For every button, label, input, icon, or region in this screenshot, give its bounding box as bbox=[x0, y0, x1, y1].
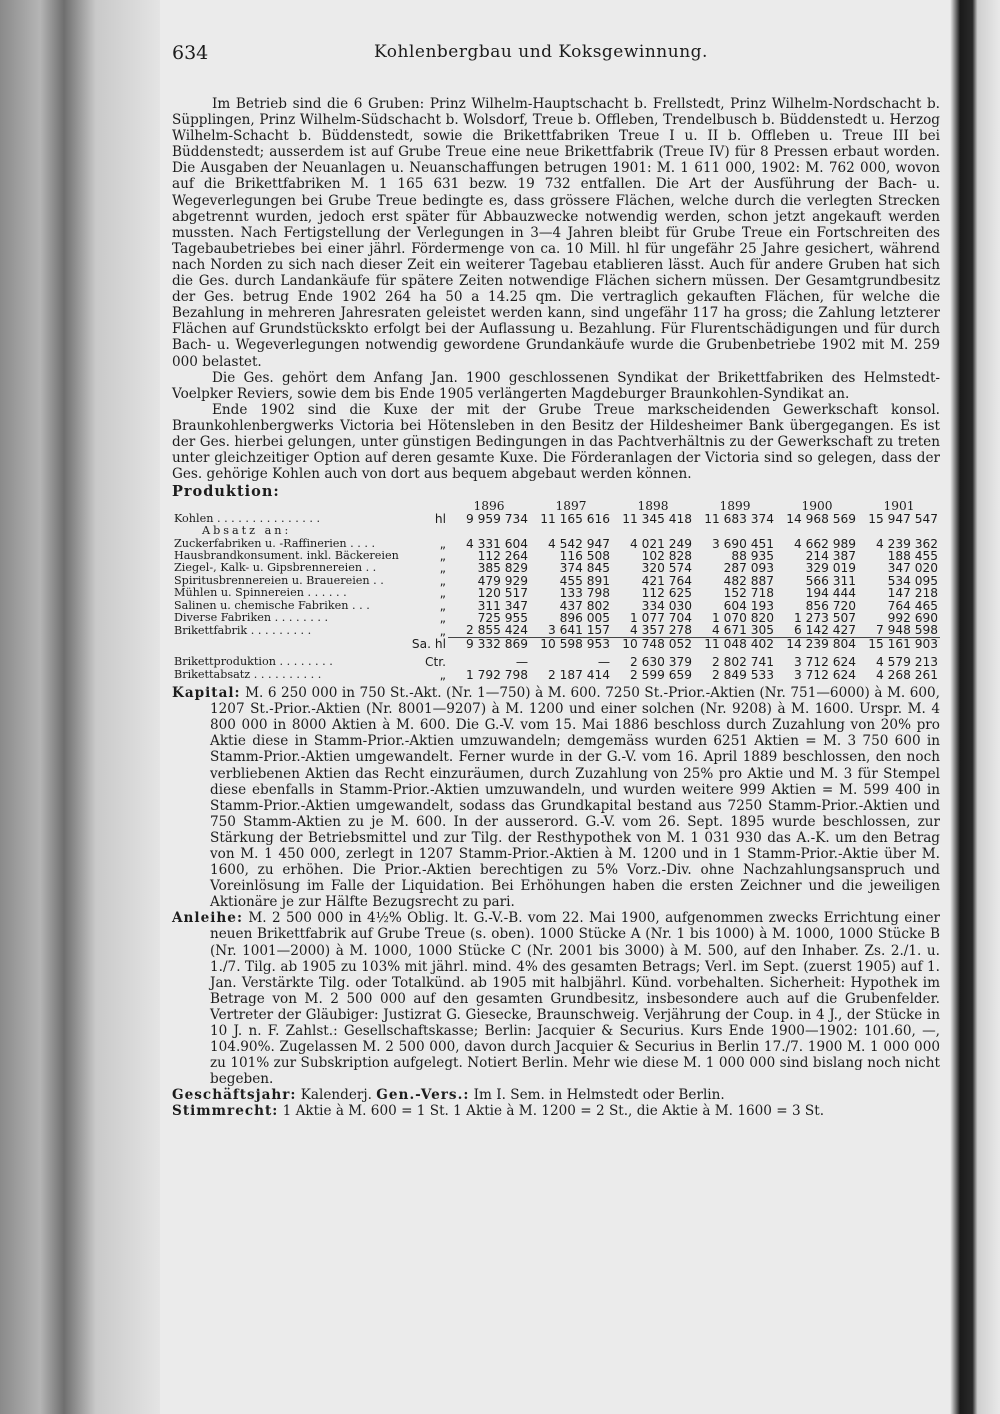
row-value: 1 273 507 bbox=[793, 611, 856, 625]
gen-vers-text: Im I. Sem. in Helmstedt oder Berlin. bbox=[469, 1087, 725, 1104]
row-value: 4 579 213 bbox=[875, 655, 938, 670]
row-unit: „ bbox=[439, 573, 446, 588]
row-value: 347 020 bbox=[887, 561, 938, 576]
row-value: 133 798 bbox=[559, 586, 610, 601]
production-row bbox=[172, 525, 940, 537]
row-value: 7 948 598 bbox=[875, 623, 938, 638]
row-value: 455 891 bbox=[559, 573, 610, 588]
kapital-heading: Kapital: bbox=[172, 685, 241, 702]
row-value: 334 030 bbox=[641, 598, 692, 613]
row-label: Hausbrandkonsument. inkl. Bäckereien bbox=[174, 548, 399, 562]
row-value: 604 193 bbox=[723, 598, 774, 613]
row-value: 2 802 741 bbox=[711, 655, 774, 670]
row-unit: hl bbox=[434, 511, 446, 526]
row-label: Brikettfabrik . . . . . . . . . bbox=[174, 623, 312, 637]
row-label: Spiritusbrennereien u. Brauereien . . bbox=[174, 573, 384, 587]
anleihe-heading: Anleihe: bbox=[172, 910, 243, 927]
row-value: 102 828 bbox=[641, 548, 692, 563]
row-label: Salinen u. chemische Fabriken . . . bbox=[174, 598, 370, 612]
anleihe-text: M. 2 500 000 in 4½% Oblig. lt. G.-V.-B. vom 22. Mai 1900, aufgenommen zwecks Errichtung einer neuen Brikettfabrik auf Grube Treue (s. oben). 1000 Stücke A (Nr. 1 bis 1000) à M. 1000, 1000 Stücke B (Nr. 1001—2000) à M. 1000, 1000 Stücke C (Nr. 2001 bis 3000) à M. 500, auf den Inhaber. Zs. 2./1. u. 1./7. Tilg. ab 1905 zu 103% mit jährl. mind. 4% des gesamten Betrags; Verl. im Sept. (zuerst 1905) auf 1. Jan. Verstärkte Tilg. oder Totalkünd. ab 1905 mit halbjährl. Künd. vorbehalten. Sicherheit: Hypothek im Betrage von M. 2 500 000 auf den gesamten Grundbesitz, insbesondere auch auf die Grubenfelder. Vertreter der Gläubiger: Justizrat G. Giesecke, Braunschweig. Verjährung der Coup. in 4 J., der Stücke in 10 J. n. F. Zahlst.: Gesellschaftskasse; Berlin: Jacquier & Securius. Kurs Ende 1900—1902: 101.60, —, 104.90%. Zugelassen M. 2 500 000, davon durch Jacquier & Securius in Berlin 17./7. 1900 M. 1 000 000 zu 101% zur Subskription aufgelegt. Notiert Berlin. Mehr wie diese M. 1 000 000 sind bislang noch nicht begeben. bbox=[210, 910, 940, 1088]
row-label bbox=[172, 637, 410, 650]
row-value: 1 070 820 bbox=[711, 611, 774, 625]
row-value: 6 142 427 bbox=[793, 623, 856, 638]
row-value: 421 764 bbox=[641, 573, 692, 588]
row-value: 2 187 414 bbox=[547, 667, 610, 682]
row-value: 320 574 bbox=[641, 561, 692, 576]
production-table bbox=[172, 500, 940, 681]
row-label: Absatz an: bbox=[202, 524, 292, 538]
row-unit: Ctr. bbox=[424, 655, 446, 670]
production-row bbox=[172, 624, 940, 637]
page-header bbox=[172, 42, 910, 68]
row-value: 896 005 bbox=[559, 611, 610, 625]
section-anleihe bbox=[172, 910, 940, 1087]
row-value: — bbox=[597, 655, 610, 670]
year-header: 1901 bbox=[883, 499, 915, 514]
stimmrecht-text: 1 Aktie à M. 600 = 1 St. 1 Aktie à M. 1200 = 2 St., die Aktie à M. 1600 = 3 St. bbox=[278, 1103, 825, 1120]
year-header: 1899 bbox=[719, 499, 751, 514]
section-stimmrecht bbox=[172, 1103, 940, 1119]
row-value bbox=[776, 525, 858, 537]
kapital-text: M. 6 250 000 in 750 St.-Akt. (Nr. 1—750) à M. 600. 7250 St.-Prior.-Aktien (Nr. 751—6000) à M. 600, 1207 St.-Prior.-Aktien (Nr. 8001—9207) à M. 1200 und einer solchen (Nr. 9208) à M. 1600. Urspr. M. 4 800 000 in 8000 Aktien à M. 600. Die G.-V. vom 15. Mai 1886 beschloss durch Zuzahlung von 20% pro Aktie diese in Stamm-Prior.-Aktien umzuwandeln; demgemäss wurden 6251 Aktien = M. 3 750 600 in Stamm-Prior.-Aktien umgewandelt. Ferner wurde in der G.-V. vom 16. April 1889 beschlossen, den noch verbliebenen Aktien das Recht einzuräumen, durch Zuzahlung von 25% pro Aktie und M. 3 für Stempel diese ebenfalls in Stamm-Prior.-Aktien umzuwandeln, und wurden weitere 999 Aktien = M. 599 400 in Stamm-Prior.-Aktien umgewandelt, sodass das Grundkapital bestand aus 7250 Stamm-Prior.-Aktien und 750 Stamm-Aktien zu je M. 600. In der ausserord. G.-V. vom 26. Sept. 1895 wurde beschlossen, zur Stärkung der Betriebsmittel und zur Tilg. der Resthypothek von M. 1 031 930 das A.-K. um den Betrag von M. 1 450 000, zerlegt in 1207 Stamm-Prior.-Aktien à M. 1200 und in 1 Stamm-Prior.-Aktie über M. 1600, zu erhöhen. Die Prior.-Aktien berechtigen zu 5% Vorz.-Div. ohne Nachzahlungsanspruch und Voreinlösung im Falle der Liquidation. Bei Erhöhungen haben die ersten Zeichner und die jeweiligen Aktionäre je zur Hälfte Bezugsrecht zu pari. bbox=[210, 685, 940, 911]
row-value: 2 599 659 bbox=[629, 667, 692, 682]
row-value: 120 517 bbox=[477, 586, 528, 601]
row-label: Kohlen . . . . . . . . . . . . . . . bbox=[174, 511, 321, 525]
row-value bbox=[530, 525, 612, 537]
row-value: 112 625 bbox=[641, 586, 692, 601]
row-value: 9 332 869 bbox=[448, 637, 530, 650]
row-value: 534 095 bbox=[887, 573, 938, 588]
page-number: 634 bbox=[172, 42, 209, 64]
row-value: 2 849 533 bbox=[711, 667, 774, 682]
row-value bbox=[448, 525, 530, 537]
year-header: 1898 bbox=[637, 499, 669, 514]
production-sum-row bbox=[172, 637, 940, 650]
year-header-unit-spacer bbox=[410, 500, 448, 512]
row-value: 11 165 616 bbox=[540, 511, 610, 526]
row-value: 10 748 052 bbox=[612, 637, 694, 650]
row-value: 1 792 798 bbox=[465, 667, 528, 682]
row-unit: „ bbox=[439, 548, 446, 563]
row-value: 4 671 305 bbox=[711, 623, 774, 638]
row-value: 479 929 bbox=[477, 573, 528, 588]
row-value: 856 720 bbox=[805, 598, 856, 613]
section-kapital bbox=[172, 685, 940, 910]
row-value: 4 542 947 bbox=[547, 536, 610, 551]
row-value: 4 662 989 bbox=[793, 536, 856, 551]
year-header-spacer bbox=[172, 500, 410, 512]
row-value: 3 712 624 bbox=[793, 655, 856, 670]
row-value: 4 021 249 bbox=[629, 536, 692, 551]
production-year-row bbox=[172, 500, 940, 512]
geschaeftsjahr-text: Kalenderj. bbox=[296, 1087, 372, 1104]
row-value: 287 093 bbox=[723, 561, 774, 576]
row-value: 385 829 bbox=[477, 561, 528, 576]
row-value: 152 718 bbox=[723, 586, 774, 601]
production-row bbox=[172, 587, 940, 599]
row-value: 3 712 624 bbox=[793, 667, 856, 682]
row-unit: „ bbox=[439, 561, 446, 576]
document-page bbox=[160, 0, 950, 1414]
row-value: 329 019 bbox=[805, 561, 856, 576]
row-value: 764 465 bbox=[887, 598, 938, 613]
paragraph-betrieb: Im Betrieb sind die 6 Gruben: Prinz Wilhelm-Hauptschacht b. Frellstedt, Prinz Wilhelm-Nordschacht b. Süpplingen, Prinz Wilhelm-Südschacht b. Wolsdorf, Treue b. Offleben, Trendelbusch b. Büddenstedt u. Herzog Wilhelm-Schacht b. Büddenstedt, sowie die Brikettfabriken Treue I u. II b. Offleben u. Treue III bei Büddenstedt; ausserdem ist auf Grube Treue eine neue Brikettfabrik (Treue IV) für 8 Pressen erbaut worden. Die Ausgaben der Neuanlagen u. Neuanschaffungen betrugen 1901: M. 1 611 000, 1902: M. 762 000, wovon auf die Brikettfabriken M. 1 165 631 bezw. 19 732 entfallen. Die Art der Ausführung der Bach- u. Wegeverlegungen bei Grube Treue bedingte es, dass grössere Flächen, welche durch die verlegten Strecken abgetrennt wurden, jedoch erst später für Abbauzwecke notwendig werden, schon jetzt angekauft werden mussten. Nach Fertigstellung der Verlegungen in 3—4 Jahren bleibt für Grube Treue ein Fortschreiten des Tagebaubetriebes bei einer jährl. Fördermenge von ca. 10 Mill. hl für ungefähr 25 Jahre gesichert, während nach Norden zu sich nach dieser Zeit ein weiterer Tagebau etablieren lässt. Auch für andere Gruben hat sich die Ges. durch Landankäufe für spätere Zeiten notwendige Flächen sichern müssen. Der Gesamtgrundbesitz der Ges. betrug Ende 1902 264 ha 50 a 14.25 qm. Die vertraglich gekauften Flächen, für welche die Bezahlung in mehreren Jahresraten geleistet werden kann, sind ungefähr 117 ha gross; die Zahlung letzterer Flächen auf Grundstückskto erfolgt bei der Auflassung u. Bezahlung. Für Flurentschädigungen und für durch Bach- u. Wegeverlegungen notwendig gewordene Grundankäufe wurde die Grubenbetriebe 1902 mit M. 259 000 belastet. bbox=[172, 96, 940, 370]
row-value: 11 345 418 bbox=[622, 511, 692, 526]
scan-left-margin bbox=[0, 0, 160, 1414]
row-value: 4 239 362 bbox=[875, 536, 938, 551]
row-value: 147 218 bbox=[887, 586, 938, 601]
row-value: 311 347 bbox=[477, 598, 528, 613]
row-value: 3 690 451 bbox=[711, 536, 774, 551]
row-value: 4 268 261 bbox=[875, 667, 938, 682]
year-header: 1897 bbox=[555, 499, 587, 514]
row-unit: „ bbox=[439, 623, 446, 638]
row-value bbox=[694, 525, 776, 537]
row-value: 11 048 402 bbox=[694, 637, 776, 650]
row-value: 116 508 bbox=[559, 548, 610, 563]
row-unit bbox=[410, 525, 448, 537]
row-unit: „ bbox=[439, 611, 446, 625]
row-value: 194 444 bbox=[805, 586, 856, 601]
row-value: 437 802 bbox=[559, 598, 610, 613]
row-value: 725 955 bbox=[477, 611, 528, 625]
geschaeftsjahr-heading: Geschäftsjahr: bbox=[172, 1087, 297, 1104]
row-value: 4 357 278 bbox=[629, 623, 692, 638]
brikett-row bbox=[172, 656, 940, 668]
row-value: 992 690 bbox=[887, 611, 938, 625]
row-value: 15 947 547 bbox=[868, 511, 938, 526]
row-label: Brikettabsatz . . . . . . . . . . bbox=[174, 667, 322, 681]
section-geschaeftsjahr bbox=[172, 1087, 940, 1103]
row-value: 214 387 bbox=[805, 548, 856, 563]
row-value: 112 264 bbox=[477, 548, 528, 563]
row-label: Diverse Fabriken . . . . . . . . bbox=[174, 611, 329, 624]
row-value: 374 845 bbox=[559, 561, 610, 576]
row-value: 14 968 569 bbox=[786, 511, 856, 526]
row-value: 2 855 424 bbox=[465, 623, 528, 638]
gen-vers-heading: Gen.-Vers.: bbox=[376, 1087, 470, 1104]
row-value: 566 311 bbox=[805, 573, 856, 588]
row-value: 11 683 374 bbox=[704, 511, 774, 526]
row-value: 10 598 953 bbox=[530, 637, 612, 650]
row-value: 9 959 734 bbox=[465, 511, 528, 526]
row-value: 88 935 bbox=[731, 548, 774, 563]
running-title: Kohlenbergbau und Koksgewinnung. bbox=[374, 42, 708, 62]
year-header: 1896 bbox=[473, 499, 505, 514]
row-unit: Sa. hl bbox=[411, 636, 446, 651]
brikett-row bbox=[172, 669, 940, 681]
row-value bbox=[858, 525, 940, 537]
row-label: Brikettproduktion . . . . . . . . bbox=[174, 655, 333, 669]
row-label: Zuckerfabriken u. -Raffinerien . . . . bbox=[174, 536, 376, 550]
row-unit: „ bbox=[439, 667, 446, 682]
row-value: 188 455 bbox=[887, 548, 938, 563]
row-label: Ziegel-, Kalk- u. Gipsbrennereien . . bbox=[174, 561, 377, 575]
row-unit: „ bbox=[439, 598, 446, 613]
row-value: 3 641 157 bbox=[547, 623, 610, 638]
paragraph-syndikat: Die Ges. gehört dem Anfang Jan. 1900 geschlossenen Syndikat der Brikettfabriken des Helmstedt-Voelpker Reviers, sowie dem bis Ende 1905 verlängerten Magdeburger Braunkohlen-Syndikat an. bbox=[172, 369, 940, 402]
stimmrecht-heading: Stimmrecht: bbox=[172, 1103, 279, 1120]
row-value: 2 630 379 bbox=[629, 655, 692, 670]
row-value: 482 887 bbox=[723, 573, 774, 588]
row-unit: „ bbox=[439, 586, 446, 601]
row-value: 15 161 903 bbox=[858, 637, 940, 650]
row-value: 1 077 704 bbox=[629, 611, 692, 625]
scan-right-margin bbox=[950, 0, 1000, 1414]
row-unit: „ bbox=[439, 536, 446, 551]
row-value: 14 239 804 bbox=[776, 637, 858, 650]
row-value: — bbox=[515, 655, 528, 670]
page-content bbox=[172, 96, 940, 1120]
row-value: 4 331 604 bbox=[465, 536, 528, 551]
row-value bbox=[612, 525, 694, 537]
row-label: Mühlen u. Spinnereien . . . . . . bbox=[174, 586, 347, 600]
paragraph-victoria: Ende 1902 sind die Kuxe der mit der Grube Treue markscheidenden Gewerkschaft konsol. Braunkohlenbergwerks Victoria bei Hötensleben in den Besitz der Hildesheimer Bank übergegangen. Es ist der Ges. hierbei gelungen, unter günstigen Bedingungen in das Pachtverhältnis zu der Gewerkschaft zu treten unter gleichzeitiger Option auf deren gesamte Kuxe. Die Förderanlagen der Victoria sind so gelegen, dass der Ges. gehörige Kohlen auch von dort aus bequem abgebaut werden können. bbox=[172, 401, 940, 483]
production-row bbox=[172, 562, 940, 574]
year-header: 1900 bbox=[801, 499, 833, 514]
production-title: Produktion: bbox=[172, 483, 280, 501]
